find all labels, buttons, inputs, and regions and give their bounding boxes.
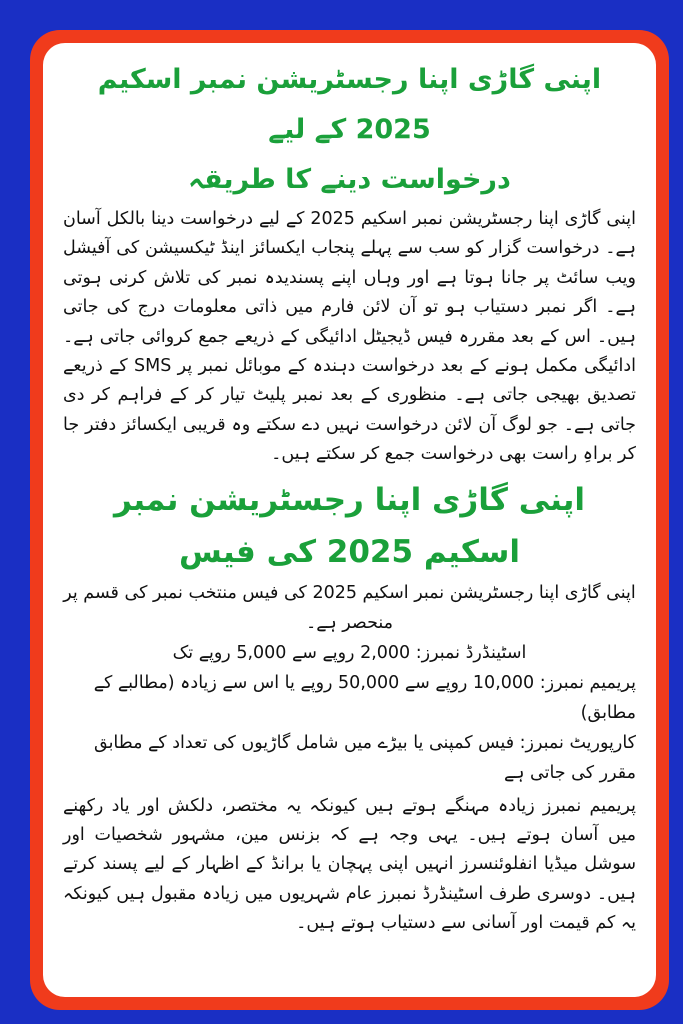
fee-closing-paragraph: پریمیم نمبرز زیادہ مہنگے ہوتے ہیں کیونکہ یہ مختصر، دلکش اور یاد رکھنے میں آسان ہوتے ہیں۔ یہی وجہ ہے کہ بزنس مین، مشہور شخصیات اور سوشل میڈیا انفلوئنسرز انہیں اپنی پہچان یا برانڈ کے اظہار کے لیے پسند کرتے ہیں۔ دوسری طرف اسٹینڈرڈ نمبرز عام شہریوں میں زیادہ مقبول ہیں کیونکہ یہ کم قیمت اور آسانی سے دستیاب ہوتے ہیں۔ [63, 795, 636, 934]
page-title-line-2: درخواست دینے کا طریقہ [188, 164, 511, 195]
fee-section-heading: اپنی گاڑی اپنا رجسٹریشن نمبر اسکیم 2025 کی فیس [113, 481, 586, 570]
page-background [8, 8, 675, 1016]
fee-intro: اپنی گاڑی اپنا رجسٹریشن نمبر اسکیم 2025 کی فیس منتخب نمبر کی قسم پر منحصر ہے۔ [63, 582, 636, 633]
article-card [43, 43, 656, 997]
intro-paragraph: اپنی گاڑی اپنا رجسٹریشن نمبر اسکیم 2025 کے لیے درخواست دینا بالکل آسان ہے۔ درخواست گزار کو سب سے پہلے پنجاب ایکسائز اینڈ ٹیکسیشن کی آفیشل ویب سائٹ پر جانا ہوتا ہے اور وہاں اپنے پسندیدہ نمبر کی تلاش کرنی ہوتی ہے۔ اگر نمبر دستیاب ہو تو آن لائن فارم میں ذاتی معلومات درج کی جاتی ہیں۔ اس کے بعد مقررہ فیس ڈیجیٹل ادائیگی کے ذریعے جمع کروائی جاتی ہے۔ ادائیگی مکمل ہونے کے بعد درخواست دہندہ کے موبائل نمبر پر SMS کے ذریعے تصدیق بھیجی جاتی ہے۔ منظوری کے بعد نمبر پلیٹ تیار کر کے فراہم کر دی جاتی ہے۔ جو لوگ آن لائن درخواست نہیں دے سکتے وہ قریبی ایکسائز دفتر جا کر براہِ راست بھی درخواست جمع کر سکتے ہیں۔ [63, 209, 637, 465]
fee-standard-numbers: اسٹینڈرڈ نمبرز: 2,000 روپے سے 5,000 روپے تک [172, 642, 527, 663]
page-title-line-1: اپنی گاڑی اپنا رجسٹریشن نمبر اسکیم 2025 کے لیے [97, 64, 602, 145]
fee-premium-numbers: پریمیم نمبرز: 10,000 روپے سے 50,000 روپے یا اس سے زیادہ (مطالبے کے مطابق) [93, 672, 636, 723]
page-title [63, 55, 636, 205]
article-content [43, 43, 656, 939]
fee-corporate-numbers: کارپوریٹ نمبرز: فیس کمپنی یا بیڑے میں شامل گاڑیوں کی تعداد کے مطابق مقرر کی جاتی ہے [93, 732, 636, 783]
